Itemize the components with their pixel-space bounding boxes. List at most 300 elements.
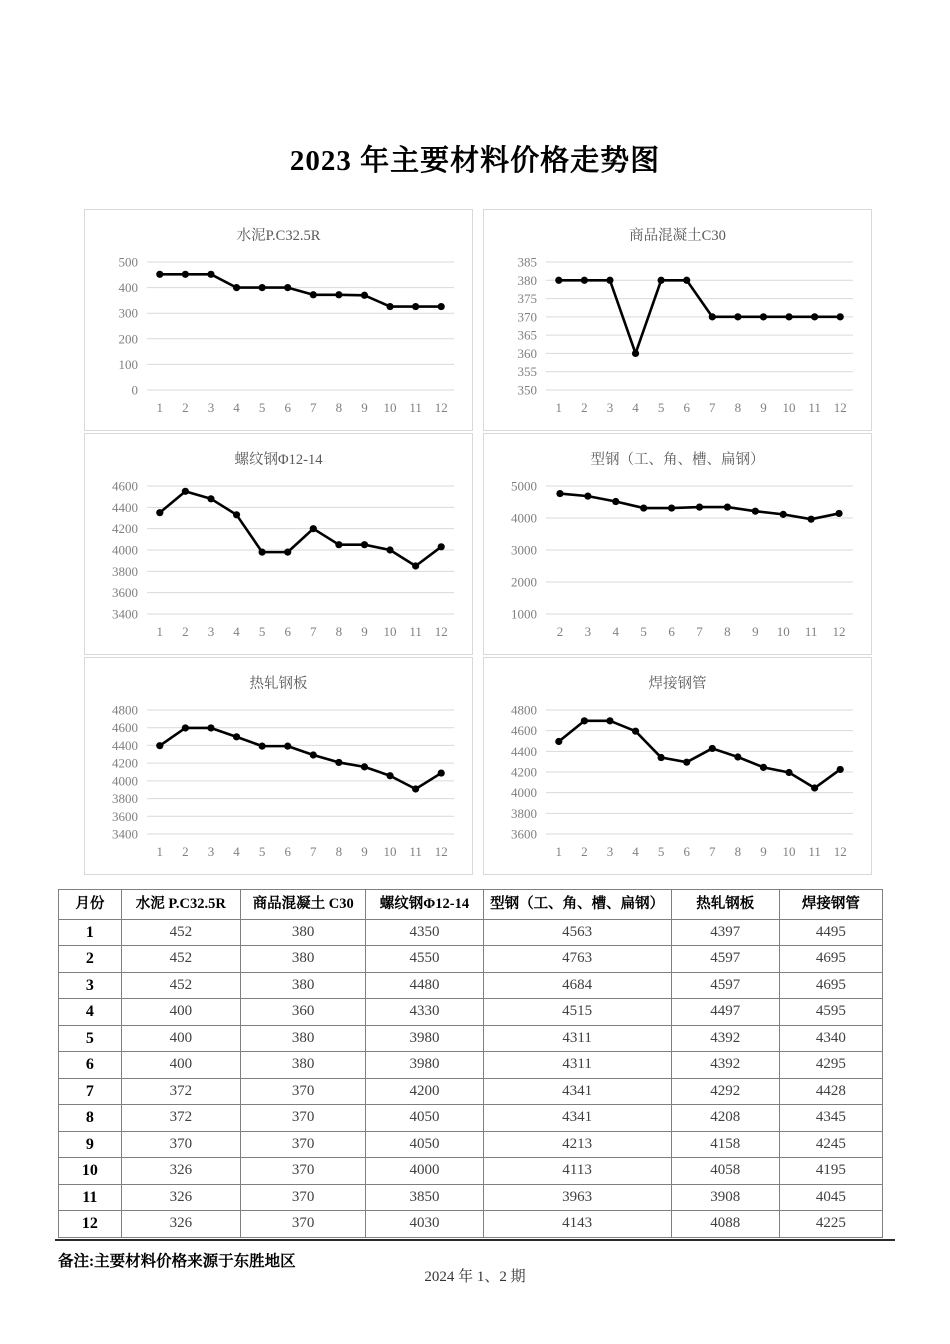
- y-axis-tick-label: 4600: [112, 720, 138, 736]
- table-cell-month: 6: [59, 1052, 122, 1079]
- x-axis-tick-label: 12: [434, 623, 448, 639]
- table-cell-value: 4392: [671, 1025, 779, 1052]
- x-axis-tick-label: 6: [284, 399, 291, 415]
- chart-title: 螺纹钢Φ12-14: [234, 451, 323, 468]
- x-axis-tick-label: 2: [182, 399, 189, 415]
- table-cell-value: 4597: [671, 972, 779, 999]
- table-cell-value: 380: [240, 1052, 365, 1079]
- y-axis-tick-label: 4400: [112, 737, 138, 753]
- table-cell-month: 2: [59, 946, 122, 973]
- table-cell-value: 4428: [779, 1078, 882, 1105]
- table-cell-value: 4550: [366, 946, 483, 973]
- x-axis-tick-label: 5: [258, 623, 266, 639]
- table-cell-value: 4030: [366, 1211, 483, 1238]
- table-cell-value: 4292: [671, 1078, 779, 1105]
- table-cell-value: 326: [121, 1211, 240, 1238]
- x-axis-tick-label: 10: [782, 399, 796, 415]
- table-cell-value: 4050: [366, 1131, 483, 1158]
- x-axis-tick-label: 10: [782, 843, 796, 859]
- x-axis-tick-label: 3: [584, 623, 592, 639]
- data-point-marker: [233, 284, 240, 291]
- materials-price-table: [58, 889, 883, 1238]
- chart-panel-hot-rolled-plate[interactable]: [84, 657, 473, 875]
- table-cell-month: 3: [59, 972, 122, 999]
- x-axis-tick-label: 3: [207, 399, 215, 415]
- table-cell-value: 370: [240, 1131, 365, 1158]
- x-axis-tick-label: 7: [709, 843, 716, 859]
- y-axis-tick-label: 3800: [112, 790, 138, 806]
- data-point-marker: [207, 495, 214, 502]
- table-cell-value: 4058: [671, 1158, 779, 1185]
- table-cell-value: 4763: [483, 946, 671, 973]
- table-cell-value: 4208: [671, 1105, 779, 1132]
- x-axis-tick-label: 9: [760, 843, 767, 859]
- x-axis-tick-label: 9: [361, 623, 368, 639]
- x-axis-tick-label: 10: [383, 623, 397, 639]
- y-axis-tick-label: 4400: [511, 743, 537, 759]
- data-point-marker: [156, 270, 163, 277]
- table-cell-month: 5: [59, 1025, 122, 1052]
- y-axis-tick-label: 4400: [112, 499, 138, 515]
- x-axis-tick-label: 11: [409, 399, 422, 415]
- y-axis-tick-label: 500: [118, 254, 138, 270]
- table-cell-month: 4: [59, 999, 122, 1026]
- chart-title: 水泥P.C32.5R: [236, 227, 321, 244]
- data-point-marker: [555, 738, 562, 745]
- data-point-marker: [811, 313, 818, 320]
- data-point-marker: [182, 488, 189, 495]
- data-point-marker: [284, 742, 291, 749]
- data-point-marker: [683, 276, 690, 283]
- column-header-concrete: 商品混凝土 C30: [240, 889, 365, 919]
- table-cell-value: 4397: [671, 919, 779, 946]
- table-header-row: [59, 889, 883, 919]
- x-axis-tick-label: 6: [683, 399, 690, 415]
- data-point-marker: [386, 772, 393, 779]
- y-axis-tick-label: 4800: [112, 702, 138, 718]
- data-point-marker: [658, 276, 665, 283]
- table-cell-month: 12: [59, 1211, 122, 1238]
- x-axis-tick-label: 7: [310, 399, 317, 415]
- data-point-marker: [412, 785, 419, 792]
- table-cell-value: 372: [121, 1078, 240, 1105]
- table-body: [59, 919, 883, 1237]
- table-cell-value: 4050: [366, 1105, 483, 1132]
- x-axis-tick-label: 11: [409, 623, 422, 639]
- table-cell-month: 9: [59, 1131, 122, 1158]
- data-point-marker: [556, 490, 563, 497]
- series-line: [160, 274, 441, 306]
- data-point-marker: [811, 784, 818, 791]
- y-axis-tick-label: 1000: [511, 606, 537, 622]
- x-axis-tick-label: 8: [724, 623, 731, 639]
- data-point-marker: [284, 548, 291, 555]
- table-cell-value: 452: [121, 919, 240, 946]
- table-row: [59, 946, 883, 973]
- table-cell-value: 370: [240, 1078, 365, 1105]
- footer-divider: [55, 1239, 895, 1241]
- x-axis-tick-label: 3: [207, 623, 215, 639]
- y-axis-tick-label: 4600: [112, 478, 138, 494]
- y-axis-tick-label: 0: [131, 382, 138, 398]
- x-axis-tick-label: 8: [335, 843, 343, 859]
- y-axis-tick-label: 355: [517, 364, 537, 380]
- data-point-marker: [734, 313, 741, 320]
- y-axis-tick-label: 370: [517, 309, 537, 325]
- table-cell-value: 372: [121, 1105, 240, 1132]
- data-point-marker: [835, 510, 842, 517]
- data-point-marker: [259, 284, 266, 291]
- y-axis-tick-label: 300: [118, 305, 138, 321]
- data-point-marker: [709, 313, 716, 320]
- table-row: [59, 1052, 883, 1079]
- table-cell-value: 4295: [779, 1052, 882, 1079]
- table-cell-value: 370: [240, 1105, 365, 1132]
- table-cell-value: 4350: [366, 919, 483, 946]
- column-header-section-steel: 型钢（工、角、槽、扁钢）: [483, 889, 671, 919]
- page-title: 2023 年主要材料价格走势图: [289, 145, 661, 177]
- x-axis-tick-label: 6: [284, 843, 291, 859]
- table-row: [59, 1184, 883, 1211]
- table-cell-value: 370: [240, 1211, 365, 1238]
- x-axis-tick-label: 5: [258, 399, 266, 415]
- column-header-rebar: 螺纹钢Φ12-14: [366, 889, 483, 919]
- column-header-hot-rolled-plate: 热轧钢板: [671, 889, 779, 919]
- data-point-marker: [658, 754, 665, 761]
- y-axis-tick-label: 5000: [511, 478, 537, 494]
- x-axis-tick-label: 1: [156, 623, 164, 639]
- table-cell-value: 4515: [483, 999, 671, 1026]
- data-point-marker: [233, 733, 240, 740]
- x-axis-tick-label: 7: [709, 399, 716, 415]
- table-row: [59, 1158, 883, 1185]
- data-point-marker: [233, 511, 240, 518]
- data-point-marker: [386, 303, 393, 310]
- table-cell-value: 4143: [483, 1211, 671, 1238]
- data-point-marker: [837, 313, 844, 320]
- data-point-marker: [709, 745, 716, 752]
- x-axis-tick-label: 2: [556, 623, 564, 639]
- y-axis-tick-label: 4200: [511, 764, 537, 780]
- x-axis-tick-label: 9: [752, 623, 759, 639]
- table-cell-value: 4497: [671, 999, 779, 1026]
- x-axis-tick-label: 4: [233, 843, 240, 859]
- table-cell-value: 380: [240, 972, 365, 999]
- y-axis-tick-label: 4800: [511, 702, 537, 718]
- y-axis-tick-label: 3000: [511, 542, 537, 558]
- table-cell-value: 4341: [483, 1078, 671, 1105]
- data-point-marker: [734, 753, 741, 760]
- y-axis-tick-label: 3800: [511, 805, 537, 821]
- x-axis-tick-label: 12: [434, 399, 448, 415]
- table-cell-value: 4330: [366, 999, 483, 1026]
- x-axis-tick-label: 3: [606, 843, 614, 859]
- table-cell-value: 4340: [779, 1025, 882, 1052]
- x-axis-tick-label: 4: [612, 623, 620, 639]
- x-axis-tick-label: 6: [284, 623, 291, 639]
- data-point-marker: [361, 541, 368, 548]
- y-axis-tick-label: 3400: [112, 826, 138, 842]
- y-axis-tick-label: 4000: [511, 510, 537, 526]
- data-point-marker: [696, 503, 703, 510]
- data-point-marker: [632, 350, 639, 357]
- x-axis-tick-label: 3: [606, 399, 614, 415]
- table-cell-value: 452: [121, 972, 240, 999]
- x-axis-tick-label: 1: [555, 399, 563, 415]
- x-axis-tick-label: 4: [632, 843, 639, 859]
- y-axis-tick-label: 2000: [511, 574, 537, 590]
- data-point-marker: [752, 507, 759, 514]
- data-point-marker: [612, 498, 619, 505]
- table-cell-value: 4684: [483, 972, 671, 999]
- table-row: [59, 1025, 883, 1052]
- data-point-marker: [156, 742, 163, 749]
- x-axis-tick-label: 2: [182, 843, 189, 859]
- data-point-marker: [412, 303, 419, 310]
- table-cell-value: 4341: [483, 1105, 671, 1132]
- table-cell-value: 452: [121, 946, 240, 973]
- table-row: [59, 919, 883, 946]
- table-cell-month: 11: [59, 1184, 122, 1211]
- y-axis-tick-label: 3600: [112, 808, 138, 824]
- data-point-marker: [632, 727, 639, 734]
- y-axis-tick-label: 360: [517, 345, 537, 361]
- x-axis-tick-label: 12: [833, 843, 847, 859]
- table-cell-value: 4695: [779, 946, 882, 973]
- data-point-marker: [412, 562, 419, 569]
- y-axis-tick-label: 365: [517, 327, 537, 343]
- table-row: [59, 999, 883, 1026]
- table-cell-value: 4345: [779, 1105, 882, 1132]
- table-row: [59, 972, 883, 999]
- data-point-marker: [335, 291, 342, 298]
- table-cell-value: 3980: [366, 1025, 483, 1052]
- x-axis-tick-label: 11: [808, 843, 821, 859]
- y-axis-tick-label: 375: [517, 290, 537, 306]
- x-axis-tick-label: 8: [734, 843, 742, 859]
- x-axis-tick-label: 12: [833, 399, 847, 415]
- x-axis-tick-label: 3: [207, 843, 215, 859]
- x-axis-tick-label: 10: [383, 399, 397, 415]
- x-axis-tick-label: 1: [555, 843, 563, 859]
- data-point-marker: [837, 766, 844, 773]
- x-axis-tick-label: 2: [182, 623, 189, 639]
- table-cell-value: 4000: [366, 1158, 483, 1185]
- data-point-marker: [760, 764, 767, 771]
- table-cell-value: 400: [121, 1025, 240, 1052]
- page-footer: 2024 年 1、2 期: [424, 1269, 526, 1285]
- chart-panel-cement[interactable]: [84, 209, 473, 431]
- x-axis-tick-label: 5: [258, 843, 266, 859]
- x-axis-tick-label: 9: [361, 399, 368, 415]
- data-point-marker: [668, 504, 675, 511]
- data-point-marker: [335, 759, 342, 766]
- chart-panel-welded-pipe[interactable]: [483, 657, 872, 875]
- data-point-marker: [284, 284, 291, 291]
- table-header: [59, 889, 883, 919]
- data-point-marker: [182, 724, 189, 731]
- table-cell-value: 4225: [779, 1211, 882, 1238]
- x-axis-tick-label: 2: [581, 843, 588, 859]
- y-axis-tick-label: 400: [118, 279, 138, 295]
- y-axis-tick-label: 3600: [112, 584, 138, 600]
- x-axis-tick-label: 11: [804, 623, 818, 639]
- table-cell-value: 4113: [483, 1158, 671, 1185]
- data-point-marker: [207, 724, 214, 731]
- chart-title: 热轧钢板: [249, 675, 308, 692]
- chart-panel-concrete[interactable]: [483, 209, 872, 431]
- data-point-marker: [310, 751, 317, 758]
- table-note: 备注:主要材料价格来源于东胜地区: [58, 1252, 296, 1270]
- series-line: [160, 728, 441, 789]
- table-cell-value: 4213: [483, 1131, 671, 1158]
- data-point-marker: [785, 313, 792, 320]
- table-cell-value: 370: [240, 1158, 365, 1185]
- y-axis-tick-label: 200: [118, 331, 138, 347]
- y-axis-tick-label: 380: [517, 272, 537, 288]
- y-axis-tick-label: 4000: [112, 542, 138, 558]
- table-row: [59, 1078, 883, 1105]
- table-cell-month: 8: [59, 1105, 122, 1132]
- y-axis-tick-label: 4200: [112, 520, 138, 536]
- table-cell-value: 4088: [671, 1211, 779, 1238]
- x-axis-tick-label: 6: [668, 623, 675, 639]
- table-cell-value: 3963: [483, 1184, 671, 1211]
- table-cell-value: 370: [240, 1184, 365, 1211]
- x-axis-tick-label: 8: [734, 399, 742, 415]
- table-cell-value: 3980: [366, 1052, 483, 1079]
- x-axis-tick-label: 2: [581, 399, 588, 415]
- y-axis-tick-label: 4000: [112, 773, 138, 789]
- data-point-marker: [724, 503, 731, 510]
- table-cell-month: 7: [59, 1078, 122, 1105]
- table-cell-value: 4480: [366, 972, 483, 999]
- x-axis-tick-label: 7: [310, 623, 317, 639]
- chart-title: 焊接钢管: [648, 675, 707, 692]
- data-point-marker: [683, 758, 690, 765]
- table-cell-value: 4045: [779, 1184, 882, 1211]
- charts-grid: [84, 209, 895, 875]
- table-row: [59, 1105, 883, 1132]
- y-axis-tick-label: 4000: [511, 784, 537, 800]
- x-axis-tick-label: 11: [409, 843, 422, 859]
- y-axis-tick-label: 3600: [511, 826, 537, 842]
- table-cell-value: 4563: [483, 919, 671, 946]
- data-point-marker: [259, 548, 266, 555]
- data-point-marker: [780, 511, 787, 518]
- x-axis-tick-label: 12: [434, 843, 448, 859]
- x-axis-tick-label: 10: [383, 843, 397, 859]
- x-axis-tick-label: 5: [657, 843, 665, 859]
- data-point-marker: [182, 270, 189, 277]
- table-cell-value: 370: [121, 1131, 240, 1158]
- x-axis-tick-label: 1: [156, 399, 164, 415]
- x-axis-tick-label: 4: [233, 623, 240, 639]
- table-row: [59, 1131, 883, 1158]
- data-point-marker: [640, 504, 647, 511]
- x-axis-tick-label: 7: [696, 623, 703, 639]
- table-cell-month: 10: [59, 1158, 122, 1185]
- data-point-marker: [606, 717, 613, 724]
- table-cell-value: 400: [121, 999, 240, 1026]
- chart-panel-section-steel[interactable]: [483, 433, 872, 655]
- data-point-marker: [310, 291, 317, 298]
- table-cell-value: 3908: [671, 1184, 779, 1211]
- x-axis-tick-label: 9: [760, 399, 767, 415]
- table-cell-value: 4311: [483, 1052, 671, 1079]
- data-point-marker: [555, 276, 562, 283]
- table-cell-value: 3850: [366, 1184, 483, 1211]
- table-cell-value: 400: [121, 1052, 240, 1079]
- x-axis-tick-label: 1: [156, 843, 164, 859]
- x-axis-tick-label: 9: [361, 843, 368, 859]
- data-point-marker: [760, 313, 767, 320]
- column-header-welded-pipe: 焊接钢管: [779, 889, 882, 919]
- table-cell-value: 4195: [779, 1158, 882, 1185]
- y-axis-tick-label: 3400: [112, 606, 138, 622]
- x-axis-tick-label: 7: [310, 843, 317, 859]
- table-cell-value: 4595: [779, 999, 882, 1026]
- y-axis-tick-label: 385: [517, 254, 537, 270]
- table-cell-value: 4392: [671, 1052, 779, 1079]
- data-point-marker: [438, 543, 445, 550]
- table-cell-value: 380: [240, 946, 365, 973]
- data-point-marker: [584, 492, 591, 499]
- chart-title: 商品混凝土C30: [629, 227, 726, 244]
- y-axis-tick-label: 3800: [112, 563, 138, 579]
- data-point-marker: [259, 742, 266, 749]
- chart-panel-rebar[interactable]: [84, 433, 473, 655]
- data-point-marker: [361, 763, 368, 770]
- x-axis-tick-label: 12: [832, 623, 846, 639]
- x-axis-tick-label: 6: [683, 843, 690, 859]
- x-axis-tick-label: 8: [335, 623, 343, 639]
- data-point-marker: [386, 546, 393, 553]
- y-axis-tick-label: 4200: [112, 755, 138, 771]
- table-cell-value: 326: [121, 1158, 240, 1185]
- table-cell-month: 1: [59, 919, 122, 946]
- table-cell-value: 4495: [779, 919, 882, 946]
- data-point-marker: [581, 276, 588, 283]
- y-axis-tick-label: 350: [517, 382, 537, 398]
- data-point-marker: [438, 769, 445, 776]
- table-cell-value: 4200: [366, 1078, 483, 1105]
- data-point-marker: [808, 515, 815, 522]
- table-cell-value: 4695: [779, 972, 882, 999]
- y-axis-tick-label: 4600: [511, 722, 537, 738]
- table-cell-value: 360: [240, 999, 365, 1026]
- data-point-marker: [785, 769, 792, 776]
- x-axis-tick-label: 5: [640, 623, 647, 639]
- chart-title: 型钢（工、角、槽、扁钢）: [590, 451, 765, 468]
- table-cell-value: 326: [121, 1184, 240, 1211]
- data-point-marker: [335, 541, 342, 548]
- x-axis-tick-label: 8: [335, 399, 343, 415]
- x-axis-tick-label: 4: [632, 399, 639, 415]
- table-cell-value: 380: [240, 1025, 365, 1052]
- x-axis-tick-label: 5: [657, 399, 665, 415]
- data-point-marker: [310, 525, 317, 532]
- y-axis-tick-label: 100: [118, 356, 138, 372]
- table-cell-value: 4597: [671, 946, 779, 973]
- table-cell-value: 380: [240, 919, 365, 946]
- data-point-marker: [156, 509, 163, 516]
- data-point-marker: [438, 303, 445, 310]
- table-cell-value: 4245: [779, 1131, 882, 1158]
- x-axis-tick-label: 4: [233, 399, 240, 415]
- column-header-month: 月份: [59, 889, 122, 919]
- table-cell-value: 4158: [671, 1131, 779, 1158]
